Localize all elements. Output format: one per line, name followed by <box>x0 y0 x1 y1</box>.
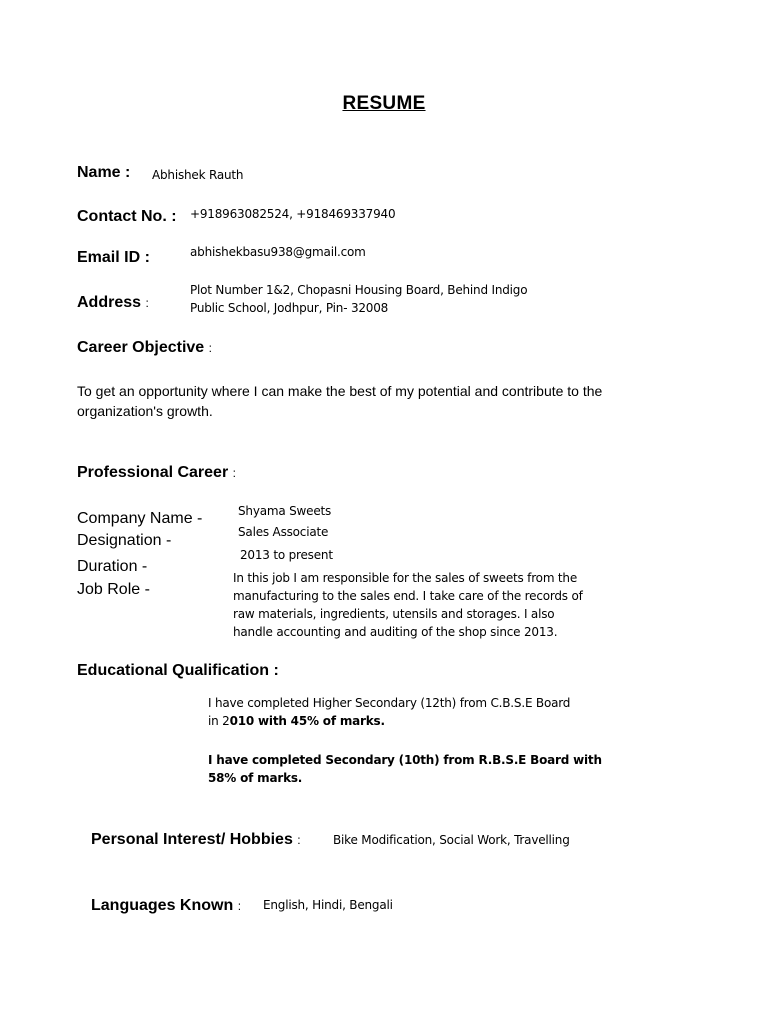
company-name-value: Shyama Sweets <box>238 504 332 518</box>
contact-label: Contact No. : <box>77 208 177 225</box>
designation-label: Designation - <box>77 532 172 549</box>
hobbies-heading-text: Personal Interest/ Hobbies <box>91 831 293 848</box>
career-objective-text: To get an opportunity where I can make the best of my potential and contribute to the organization's growth. <box>77 383 603 419</box>
career-objective-colon: : <box>208 341 212 355</box>
hobbies-value: Bike Modification, Social Work, Travelling <box>333 833 570 847</box>
hobbies-colon: : <box>297 833 301 847</box>
languages-heading-text: Languages Known <box>91 897 234 914</box>
document-title: RESUME <box>342 93 426 114</box>
company-name-label: Company Name - <box>77 510 203 527</box>
career-objective-heading <box>77 339 212 357</box>
address-line-2: Public School, Jodhpur, Pin- 32008 <box>190 301 389 315</box>
higher-secondary-line-2-bold: 010 with 45% of marks. <box>229 714 385 728</box>
professional-career-heading <box>77 464 236 482</box>
languages-colon: : <box>237 899 242 913</box>
address-colon: : <box>145 296 149 310</box>
designation-value: Sales Associate <box>238 525 329 539</box>
job-role-text: In this job I am responsible for the sales of sweets from the manufacturing to the sales end. I take care of the records of raw materials, ingredients, utensils and storages. I also handle accounting and auditing of the shop since 2013. <box>233 571 583 639</box>
secondary-line-1: I have completed Secondary (10th) from R.B.S.E Board with <box>208 753 602 767</box>
career-objective-heading-text: Career Objective <box>77 339 205 356</box>
hobbies-heading <box>91 831 301 849</box>
languages-value: English, Hindi, Bengali <box>263 898 393 912</box>
email-value: abhishekbasu938@gmail.com <box>190 245 366 259</box>
higher-secondary-line-2-prefix: in 2 <box>208 714 230 728</box>
email-label: Email ID : <box>77 249 150 266</box>
higher-secondary-line-2 <box>208 712 385 730</box>
higher-secondary-line-1: I have completed Higher Secondary (12th) from C.B.S.E Board <box>208 696 571 710</box>
duration-label: Duration - <box>77 558 148 575</box>
address-line-1: Plot Number 1&2, Chopasni Housing Board, Behind Indigo <box>190 283 528 297</box>
professional-career-colon: : <box>232 466 236 480</box>
name-label: Name : <box>77 164 131 181</box>
educational-qualification-heading: Educational Qualification : <box>77 662 279 679</box>
duration-value: 2013 to present <box>240 548 333 562</box>
languages-heading <box>91 897 241 915</box>
secondary-line-2: 58% of marks. <box>208 771 303 785</box>
address-label <box>77 294 149 312</box>
name-value: Abhishek Rauth <box>152 168 244 182</box>
job-role-label: Job Role - <box>77 581 150 598</box>
professional-career-heading-text: Professional Career <box>77 464 229 481</box>
address-label-text: Address <box>77 294 142 311</box>
contact-value: +918963082524, +918469337940 <box>190 207 396 221</box>
